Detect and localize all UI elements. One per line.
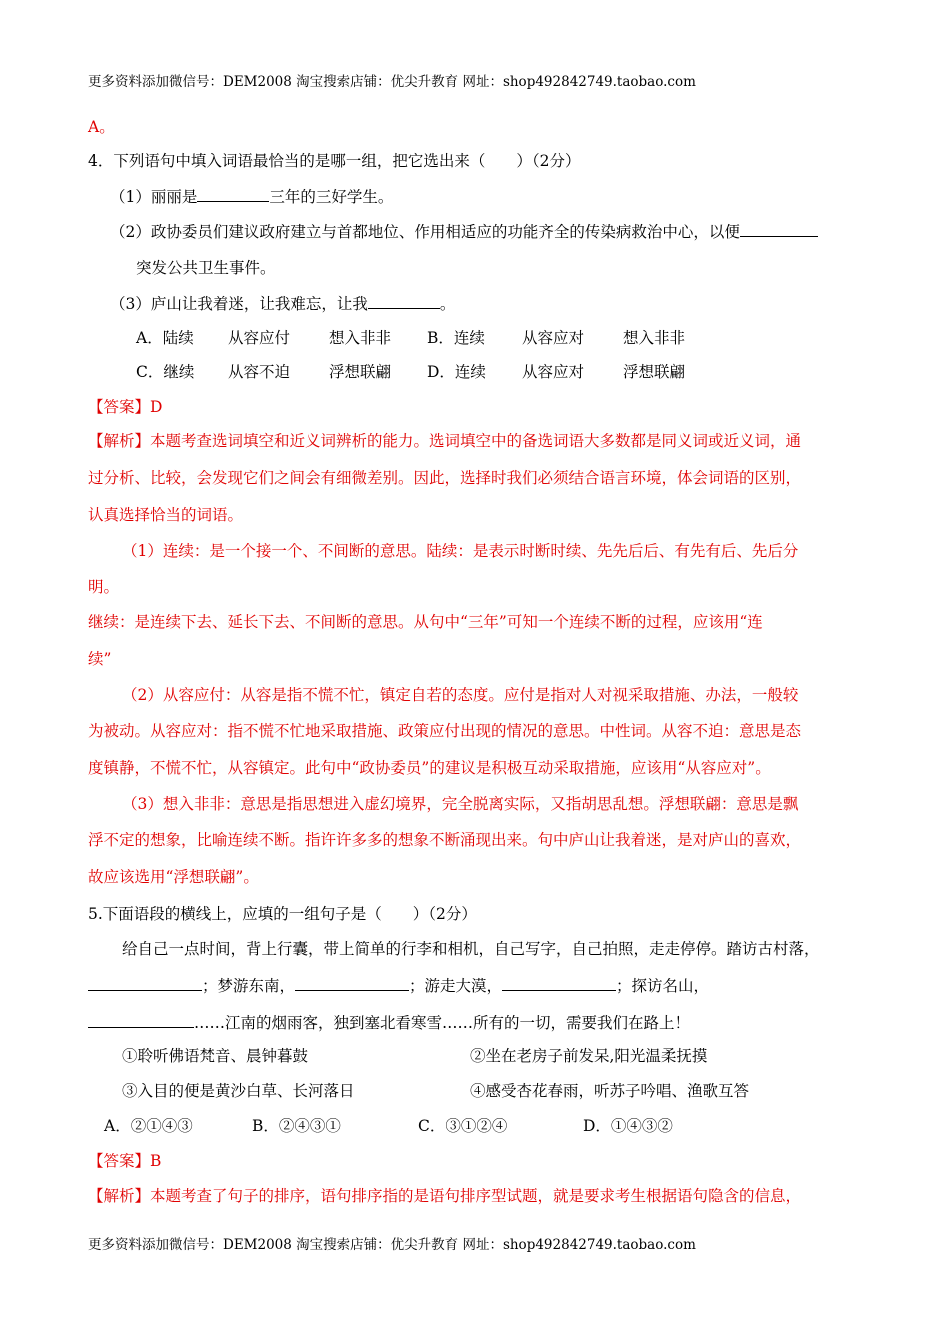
q4-analysis-line-6: 继续：是连续下去、延长下去、不间断的意思。从句中“三年”可知一个连续不断的过程，应该用“连 <box>88 613 763 631</box>
q4-option-a-label: A．陆续 <box>136 329 194 347</box>
q4-analysis-line-1: 【解析】本题考查选词填空和近义词辨析的能力。选词填空中的备选词语大多数都是同义词或近义词，通 <box>88 432 802 450</box>
q5-choice-c: C．③①②④ <box>418 1117 508 1135</box>
q5-blank-3 <box>502 974 616 991</box>
q5-blank-4 <box>88 1011 194 1028</box>
q4-analysis-line-10: 度镇静，不慌不忙，从容镇定。此句中“政协委员”的建议是积极互动采取措施，应该用“从容应对”。 <box>88 759 771 777</box>
q4-analysis-line-8: （2）从容应付：从容是指不慌不忙，镇定自若的态度。应付是指对人对视采取措施、办法，一般较 <box>122 686 799 704</box>
q4-s2-continued: 突发公共卫生事件。 <box>136 259 276 277</box>
q4-analysis-line-3: 认真选择恰当的词语。 <box>88 506 244 524</box>
q5-passage-line-1: 给自己一点时间，背上行囊，带上简单的行李和相机，自己写字，自己拍照，走走停停。踏访古村落， <box>122 940 820 958</box>
q4-analysis-line-5: 明。 <box>88 578 120 596</box>
q5-choice-a: A．②①④③ <box>104 1117 193 1135</box>
q5-passage-line-3 <box>88 1011 690 1034</box>
q5-p2-c: ；探访名山， <box>616 977 710 995</box>
q4-s2-blank <box>740 220 818 237</box>
q4-s3-post: 。 <box>439 295 456 313</box>
q5-p3: ……江南的烟雨客，独到塞北看寒雪……所有的一切，需要我们在路上！ <box>194 1014 691 1032</box>
q5-p2-b: ；游走大漠， <box>409 977 503 995</box>
q5-item-4: ④感受杏花春雨，听苏子吟唱、渔歌互答 <box>470 1082 750 1100</box>
q5-passage-line-2 <box>88 974 709 997</box>
q4-analysis-line-7: 续” <box>88 650 112 668</box>
q4-analysis-line-11: （3）想入非非：意思是指思想进入虚幻境界，完全脱离实际，又指胡思乱想。浮想联翩：意思是飘 <box>122 795 799 813</box>
q4-sentence-3 <box>110 292 455 315</box>
q4-option-d-label: D．连续 <box>427 363 486 381</box>
q4-option-a-word2: 从容应付 <box>228 329 291 347</box>
page-header: 更多资料添加微信号：DEM2008 淘宝搜索店铺：优尖升教育 网址：shop492842749.taobao.com <box>88 74 696 90</box>
q4-option-b-label: B．连续 <box>427 329 485 347</box>
q4-option-d-word2: 从容应对 <box>522 363 585 381</box>
q4-option-b-word3: 想入非非 <box>623 329 686 347</box>
q4-analysis-line-4: （1）连续：是一个接一个、不间断的意思。陆续：是表示时断时续、先先后后、有先有后、先后分 <box>122 542 799 560</box>
previous-answer-tail: A。 <box>88 118 115 136</box>
q4-stem: 4．下列语句中填入词语最恰当的是哪一组，把它选出来（ ）（2分） <box>88 152 581 170</box>
q4-s3-blank <box>368 292 440 309</box>
q5-analysis-line-1: 【解析】本题考查了句子的排序，语句排序指的是语句排序型试题，就是要求考生根据语句隐含的信息， <box>88 1187 802 1205</box>
q5-p2-a: ；梦游东南， <box>202 977 296 995</box>
q4-sentence-2 <box>110 220 818 243</box>
q5-answer: 【答案】B <box>88 1152 162 1170</box>
q4-s2-pre: （2）政协委员们建议政府建立与首都地位、作用相适应的功能齐全的传染病救治中心，以便 <box>110 223 740 241</box>
q4-analysis-line-2: 过分析、比较，会发现它们之间会有细微差别。因此，选择时我们必须结合语言环境，体会词语的区别， <box>88 469 802 487</box>
q4-s3-pre: （3）庐山让我着迷，让我难忘，让我 <box>110 295 368 313</box>
q4-option-d-word3: 浮想联翩 <box>623 363 686 381</box>
q5-item-1: ①聆听佛语梵音、晨钟暮鼓 <box>122 1047 309 1065</box>
q5-blank-2 <box>295 974 409 991</box>
q5-item-2: ②坐在老房子前发呆,阳光温柔抚摸 <box>470 1047 708 1065</box>
q4-option-a-word3: 想入非非 <box>329 329 392 347</box>
q4-option-b-word2: 从容应对 <box>522 329 585 347</box>
q4-analysis-line-9: 为被动。从容应对：指不慌不忙地采取措施、政策应付出现的情况的意思。中性词。从容不迫：意思是态 <box>88 722 802 740</box>
q5-stem: 5.下面语段的横线上，应填的一组句子是（ ）（2分） <box>88 905 477 923</box>
q4-analysis-line-12: 浮不定的想象，比喻连续不断。指许许多多的想象不断涌现出来。句中庐山让我着迷，是对庐山的喜欢， <box>88 831 802 849</box>
q4-s1-blank <box>197 185 269 202</box>
q4-answer: 【答案】D <box>88 398 163 416</box>
q4-analysis-line-13: 故应该选用“浮想联翩”。 <box>88 868 259 886</box>
q5-blank-1 <box>88 974 202 991</box>
q4-s1-pre: （1）丽丽是 <box>110 188 198 206</box>
q4-sentence-1 <box>110 185 393 208</box>
page-footer: 更多资料添加微信号：DEM2008 淘宝搜索店铺：优尖升教育 网址：shop492842749.taobao.com <box>88 1237 696 1253</box>
q4-option-c-word3: 浮想联翩 <box>329 363 392 381</box>
q4-option-c-label: C．继续 <box>136 363 195 381</box>
q4-s1-post: 三年的三好学生。 <box>269 188 394 206</box>
q5-choice-d: D．①④③② <box>583 1117 673 1135</box>
q4-option-c-word2: 从容不迫 <box>228 363 291 381</box>
q5-item-3: ③入目的便是黄沙白草、长河落日 <box>122 1082 355 1100</box>
q5-choice-b: B．②④③① <box>252 1117 341 1135</box>
